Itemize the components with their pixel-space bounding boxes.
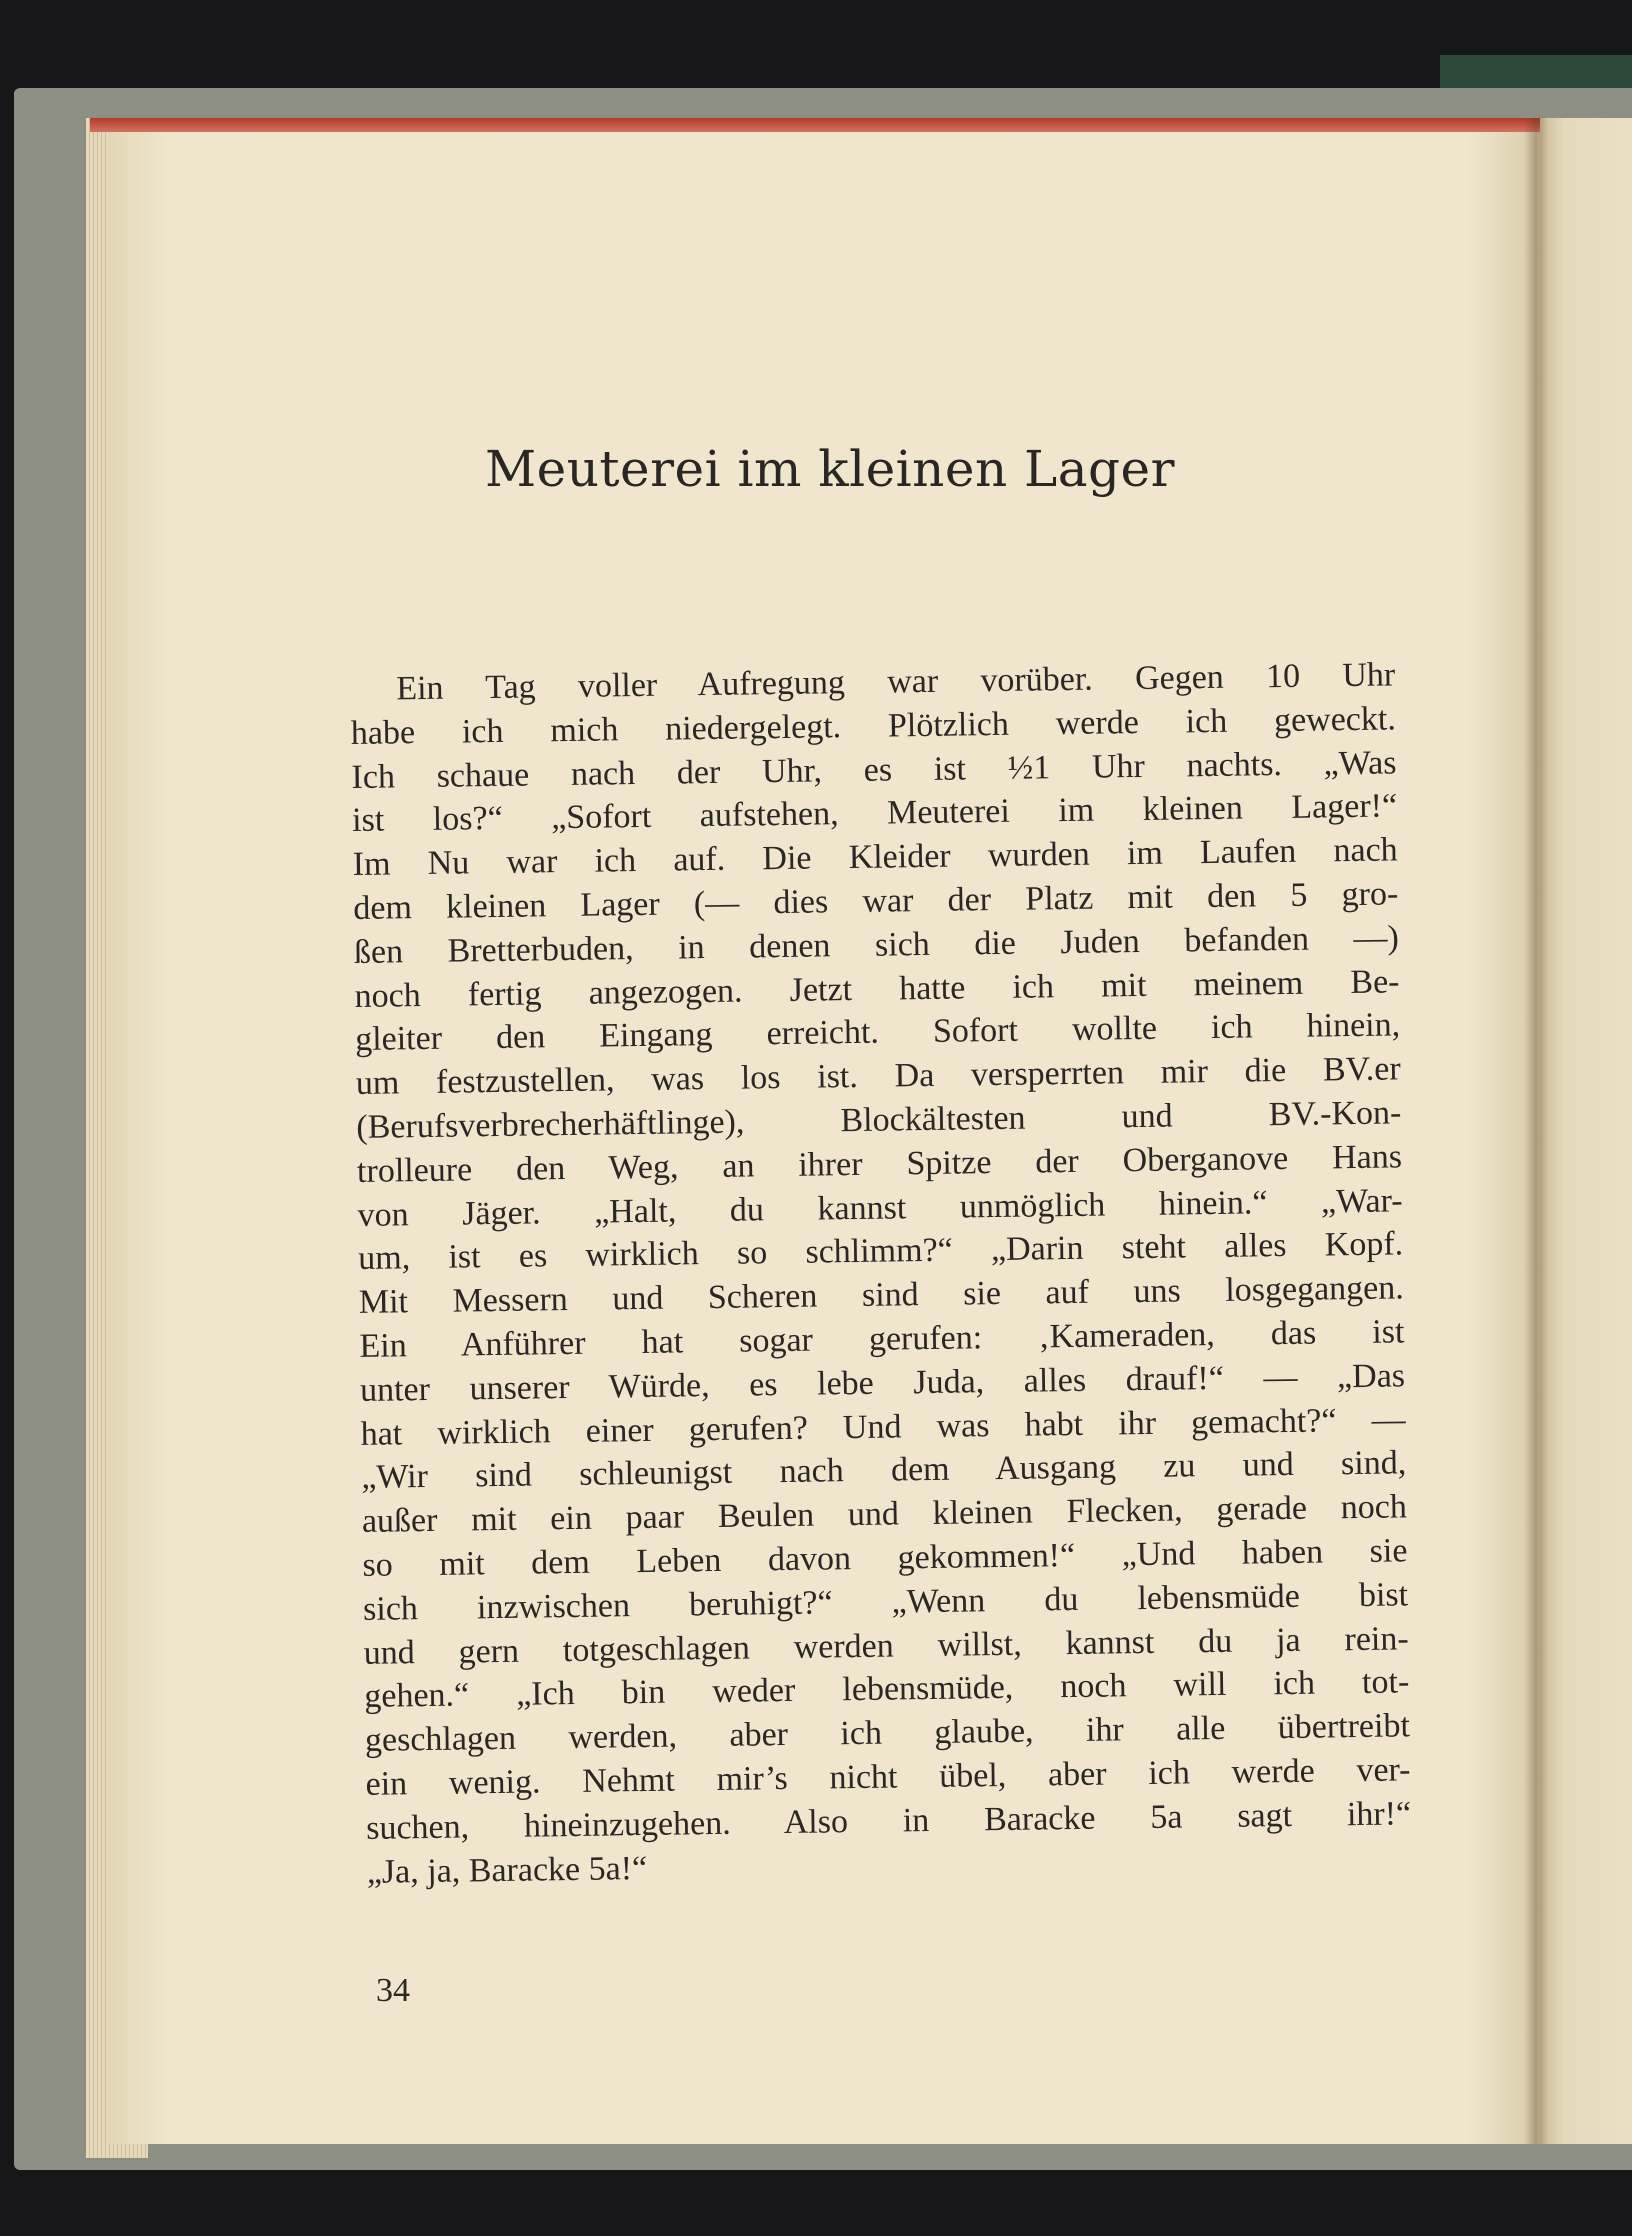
text-line: hat wirklich einer gerufen? Und was habt ihr gemacht?“ — [360,1400,1406,1453]
text-line: um festzustellen, was los ist. Da versperrten mir die BV.er [355,1050,1401,1103]
text-line: „Ja, ja, Baracke 5a!“ [366,1849,648,1891]
text-line: von Jäger. „Halt, du kannst unmöglich hinein.“ „War- [357,1181,1403,1234]
text-line: ist los?“ „Sofort aufstehen, Meuterei im kleinen Lager!“ [351,787,1398,840]
text-line: so mit dem Leben davon gekommen!“ „Und haben sie [362,1532,1408,1584]
text-line: dem kleinen Lager (— dies war der Platz mit den 5 gro- [353,875,1399,927]
text-line: gleiter den Eingang erreicht. Sofort wollte ich hinein, [354,1006,1401,1059]
text-line: noch fertig angezogen. Jetzt hatte ich mit meinem Be- [354,962,1400,1015]
body-text [350,653,1412,1894]
text-line: suchen, hineinzugehen. Also in Baracke 5a sagt ihr!“ [365,1795,1412,1847]
text-line: habe ich mich niedergelegt. Plötzlich werde ich geweckt. [350,700,1397,752]
text-line: Ich schaue nach der Uhr, es ist ½1 Uhr nachts. „Was [351,743,1397,796]
text-line: Ein Tag voller Aufregung war vorüber. Gegen 10 Uhr [396,656,1396,708]
page-number: 34 [376,1972,410,2009]
text-line: gehen.“ „Ich bin weder lebensmüde, noch will ich tot- [364,1663,1410,1716]
text-line: sich inzwischen beruhigt?“ „Wenn du lebensmüde bist [362,1576,1409,1628]
text-line: und gern totgeschlagen werden willst, kannst du ja rein- [363,1619,1409,1672]
text-line: unter unserer Würde, es lebe Juda, alles drauf!“ — „Das [359,1357,1406,1409]
text-line: Mit Messern und Scheren sind sie auf uns losgegangen. [358,1269,1405,1322]
red-top-edge [90,118,1540,132]
text-line: Im Nu war ich auf. Die Kleider wurden im Laufen nach [352,831,1398,884]
text-line: außer mit ein paar Beulen und kleinen Flecken, gerade noch [361,1488,1408,1541]
text-line: geschlagen werden, aber ich glaube, ihr alle übertreibt [364,1707,1411,1760]
text-line: ein wenig. Nehmt mir’s nicht übel, aber ich werde ver- [365,1751,1411,1803]
text-line: um, ist es wirklich so schlimm?“ „Darin steht alles Kopf. [357,1225,1404,1278]
page-gutter [1524,118,1548,2144]
text-line: „Wir sind schleunigst nach dem Ausgang zu und sind, [361,1444,1407,1497]
text-line: ßen Bretterbuden, in denen sich die Juden befanden —) [353,919,1400,971]
facing-page [1540,118,1632,2144]
text-line: trolleure den Weg, an ihrer Spitze der Oberganove Hans [356,1138,1403,1190]
chapter-title: Meuterei im kleinen Lager [484,440,1176,498]
text-line: Ein Anführer hat sogar gerufen: ‚Kameraden, das ist [359,1313,1405,1365]
text-line: (Berufsverbrecherhäftlinge), Blockältesten und BV.-Kon- [356,1094,1402,1146]
